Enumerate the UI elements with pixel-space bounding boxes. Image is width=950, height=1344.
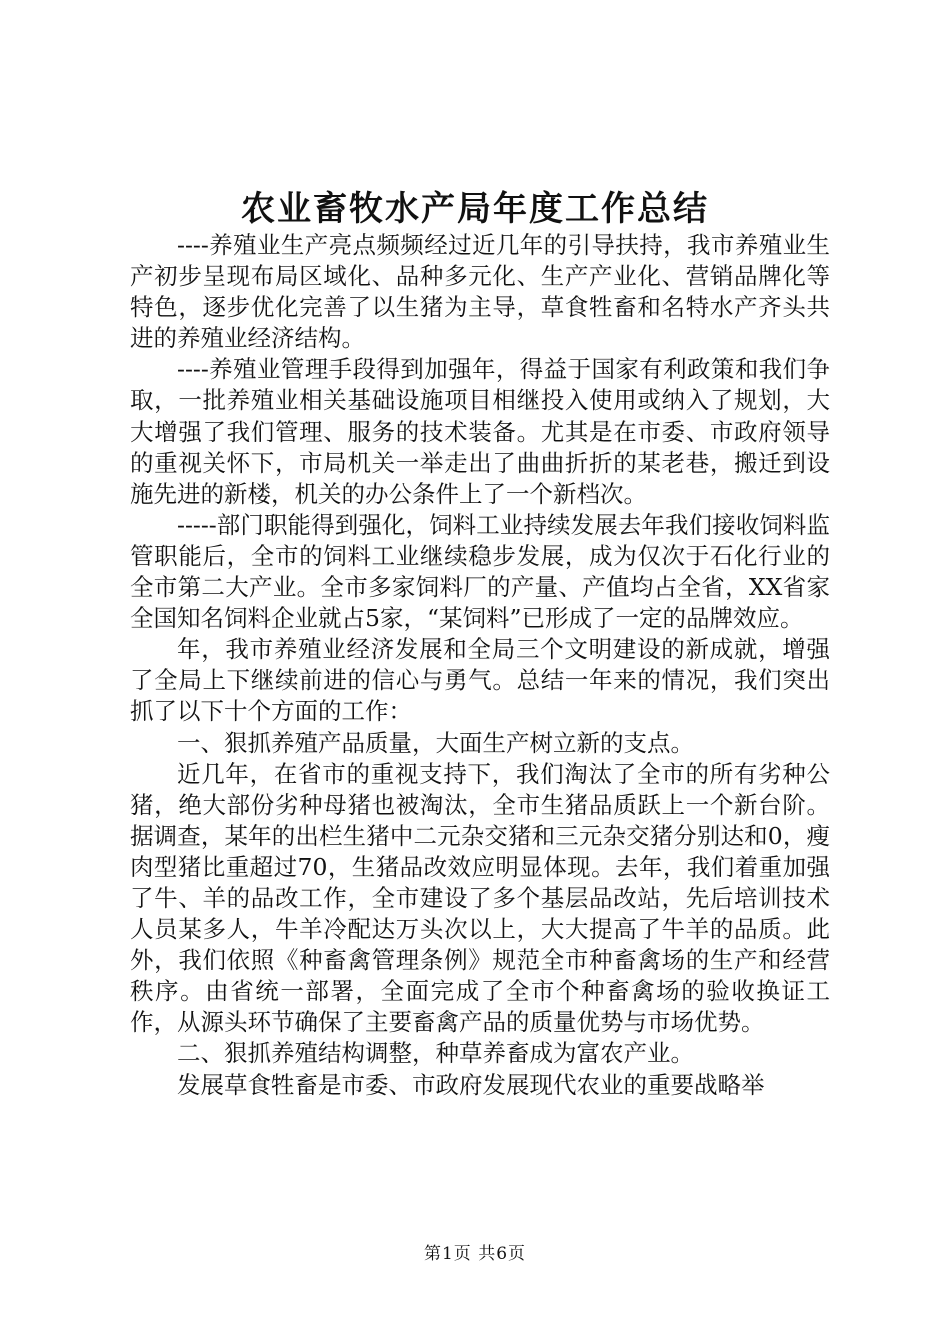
- paragraph-5: 近几年，在省市的重视支持下，我们淘汰了全市的所有劣种公猪，绝大部份劣种母猪也被淘汰，全市生猪品质跃上一个新台阶。据调查，某年的出栏生猪中二元杂交猪和三元杂交猪分别达和0，瘦肉型猪比重超过70，生猪品改效应明显体现。去年，我们着重加强了牛、羊的品改工作，全市建设了多个基层品改站，先后培训技术人员某多人，牛羊冷配达万头次以上，大大提高了牛羊的品质。此外，我们依照《种畜禽管理条例》规范全市种畜禽场的生产和经营秩序。由省统一部署，全面完成了全市个种畜禽场的验收换证工作，从源头环节确保了主要畜禽产品的质量优势与市场优势。: [130, 759, 830, 1037]
- paragraph-4: 年，我市养殖业经济发展和全局三个文明建设的新成就，增强了全局上下继续前进的信心与勇气。总结一年来的情况，我们突出抓了以下十个方面的工作：: [130, 635, 830, 726]
- paragraph-6: 发展草食牲畜是市委、市政府发展现代农业的重要战略举: [177, 1070, 765, 1099]
- document-title: 农业畜牧水产局年度工作总结: [241, 189, 709, 229]
- section-heading-1: 一、狠抓养殖产品质量，大面生产树立新的支点。: [177, 728, 694, 757]
- paragraph-1: ----养殖业生产亮点频频经过近几年的引导扶持，我市养殖业生产初步呈现布局区域化、品种多元化、生产产业化、营销品牌化等特色，逐步优化完善了以生猪为主导，草食牲畜和名特水产齐头共进的养殖业经济结构。: [130, 231, 830, 353]
- page-number-footer: 第1页 共6页: [423, 1244, 527, 1264]
- document-body: [130, 230, 830, 1101]
- section-heading-2: 二、狠抓养殖结构调整，种草养畜成为富农产业。: [177, 1039, 694, 1068]
- paragraph-3: -----部门职能得到强化，饲料工业持续发展去年我们接收饲料监管职能后，全市的饲料工业继续稳步发展，成为仅次于石化行业的全市第二大产业。全市多家饲料厂的产量、产值均占全省，XX省家全国知名饲料企业就占5家，“某饲料”已形成了一定的品牌效应。: [130, 510, 830, 633]
- paragraph-2: ----养殖业管理手段得到加强年，得益于国家有利政策和我们争取，一批养殖业相关基础设施项目相继投入使用或纳入了规划，大大增强了我们管理、服务的技术装备。尤其是在市委、市政府领导的重视关怀下，市局机关一举走出了曲曲折折的某老巷，搬迁到设施先进的新楼，机关的办公条件上了一个新档次。: [130, 355, 830, 508]
